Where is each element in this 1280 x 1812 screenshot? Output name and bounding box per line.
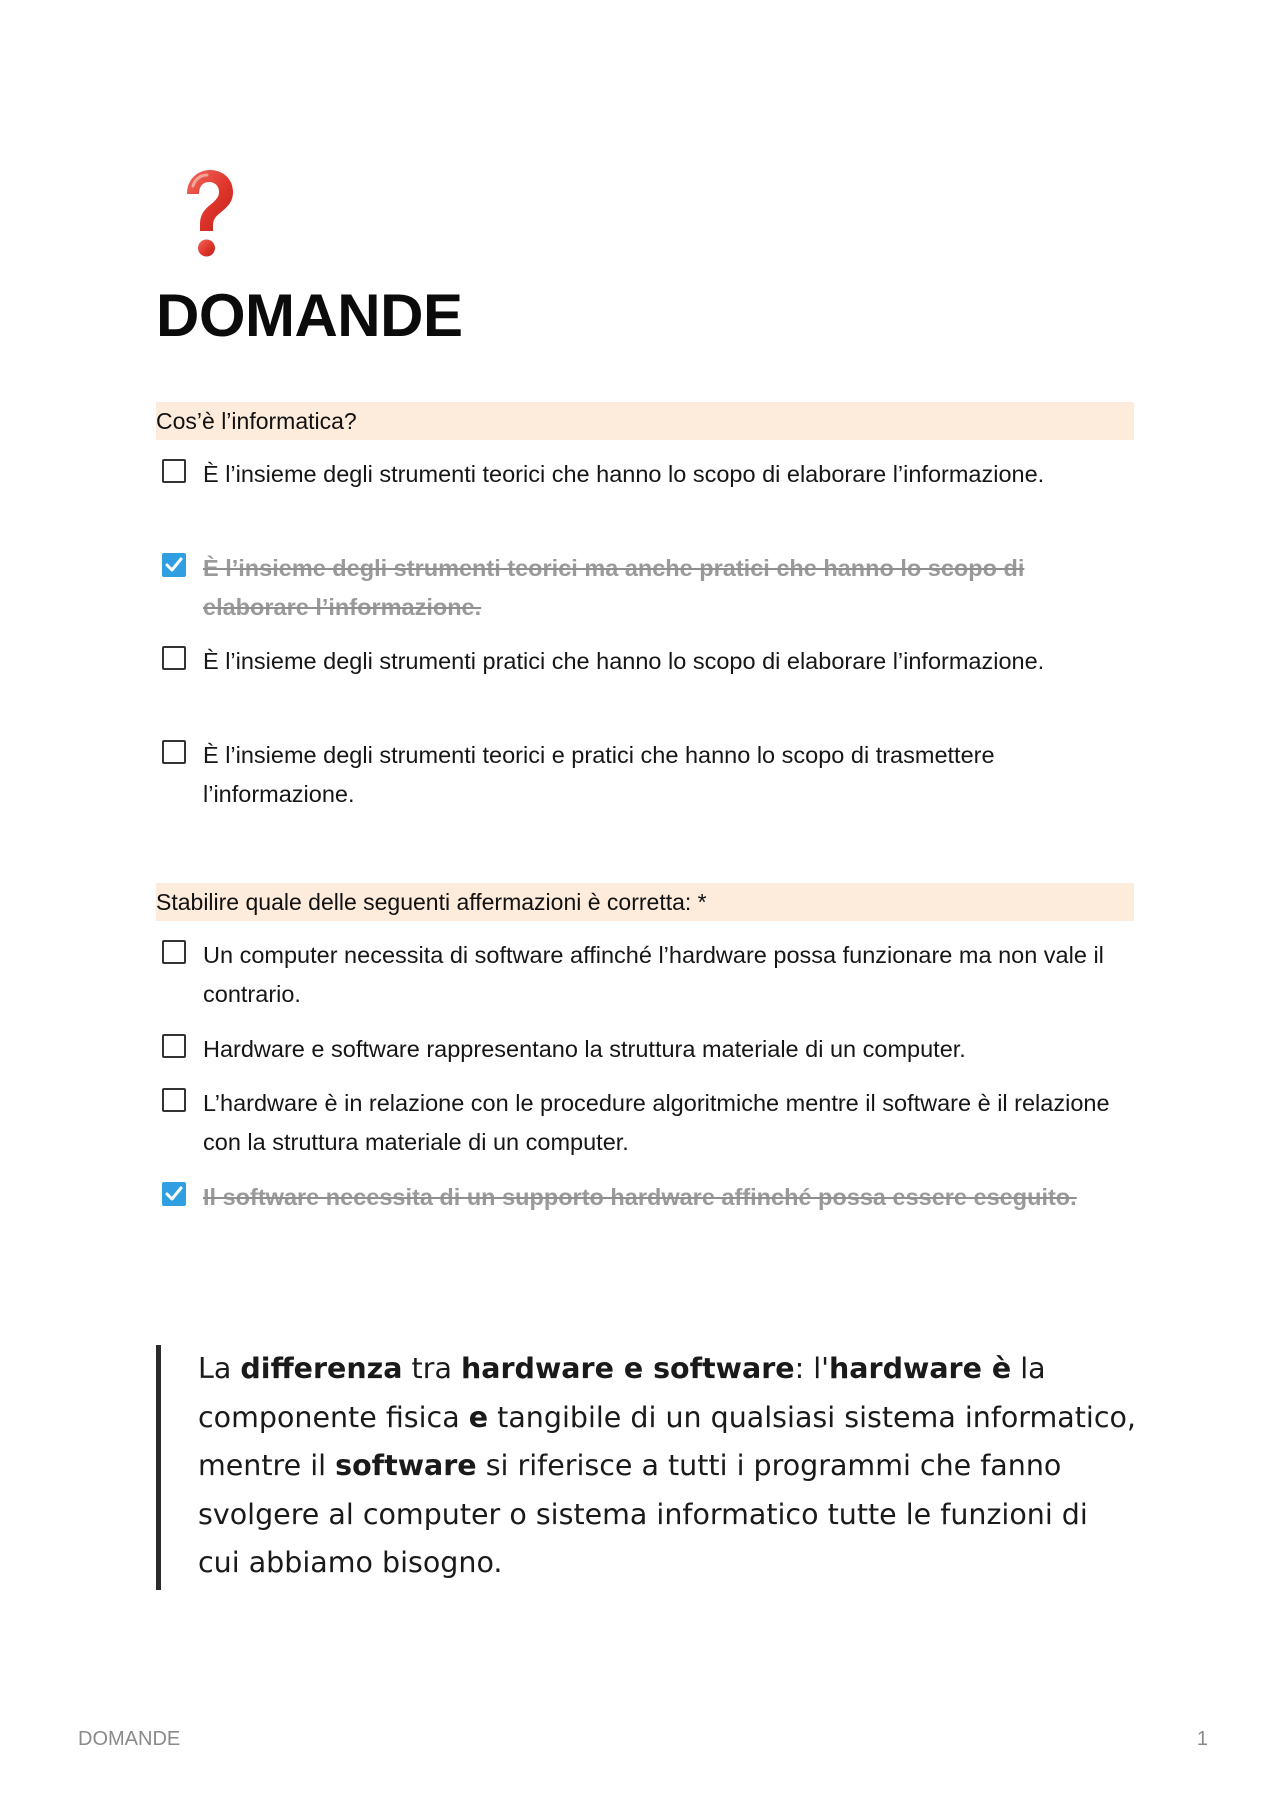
option-text-completed: È l’insieme degli strumenti teorici ma anche pratici che hanno lo scopo di elaborare l’informazione. [203, 555, 1025, 620]
quote-segment: tangibile di un qualsiasi sistema informatico, mentre il [198, 1400, 1136, 1482]
quote-segment: la componente fisica [198, 1352, 1046, 1434]
option-text-completed: Il software necessita di un supporto hardware affinché possa essere eseguito. [203, 1184, 1077, 1210]
footer-section-title: DOMANDE [78, 1728, 181, 1750]
option-text: Hardware e software rappresentano la struttura materiale di un computer. [203, 1036, 966, 1062]
question-1: Cos’è l’informatica? [156, 402, 1134, 440]
quote-segment-bold: hardware e software [460, 1352, 795, 1385]
page-title: DOMANDE [156, 282, 463, 349]
option-text: È l’insieme degli strumenti teorici e pratici che hanno lo scopo di trasmettere l’informazione. [203, 742, 995, 807]
quote-block [156, 1345, 1134, 1590]
checkmark-icon [165, 557, 183, 573]
quote-segment: : l' [794, 1352, 830, 1385]
question-2: Stabilire quale delle seguenti affermazioni è corretta: * [156, 883, 1134, 921]
footer-page-number: 1 [1196, 1728, 1208, 1750]
checkbox[interactable] [162, 740, 186, 764]
checkbox-checked[interactable] [162, 553, 186, 577]
quote-segment: La [198, 1352, 241, 1385]
quote-segment: tra [402, 1352, 461, 1385]
quote-segment-bold: e [468, 1400, 489, 1434]
option-text: Un computer necessita di software affinché l’hardware possa funzionare ma non vale il contrario. [203, 942, 1104, 1007]
checkbox-checked[interactable] [162, 1182, 186, 1206]
checkbox[interactable] [162, 1088, 186, 1112]
checkbox[interactable] [162, 459, 186, 483]
quote-segment: si riferisce a tutti i programmi che fanno svolgere al computer o sistema informatico tutte le funzioni di cui abbiamo bisogno. [198, 1449, 1088, 1579]
checkbox[interactable] [162, 1034, 186, 1058]
checkmark-icon [165, 1186, 183, 1202]
checkbox[interactable] [162, 940, 186, 964]
option-text: L’hardware è in relazione con le procedure algoritmiche mentre il software è il relazione con la struttura materiale di un computer. [203, 1090, 1110, 1155]
option-text: È l’insieme degli strumenti pratici che hanno lo scopo di elaborare l’informazione. [203, 648, 1045, 674]
quote-segment-bold: hardware è [829, 1352, 1012, 1385]
red-question-mark-icon [178, 168, 238, 260]
option-text: È l’insieme degli strumenti teorici che hanno lo scopo di elaborare l’informazione. [203, 461, 1045, 487]
quote-segment-bold: differenza [240, 1352, 403, 1385]
quote-text [198, 1345, 1138, 1588]
checkbox[interactable] [162, 646, 186, 670]
quote-segment-bold: software [335, 1449, 477, 1482]
